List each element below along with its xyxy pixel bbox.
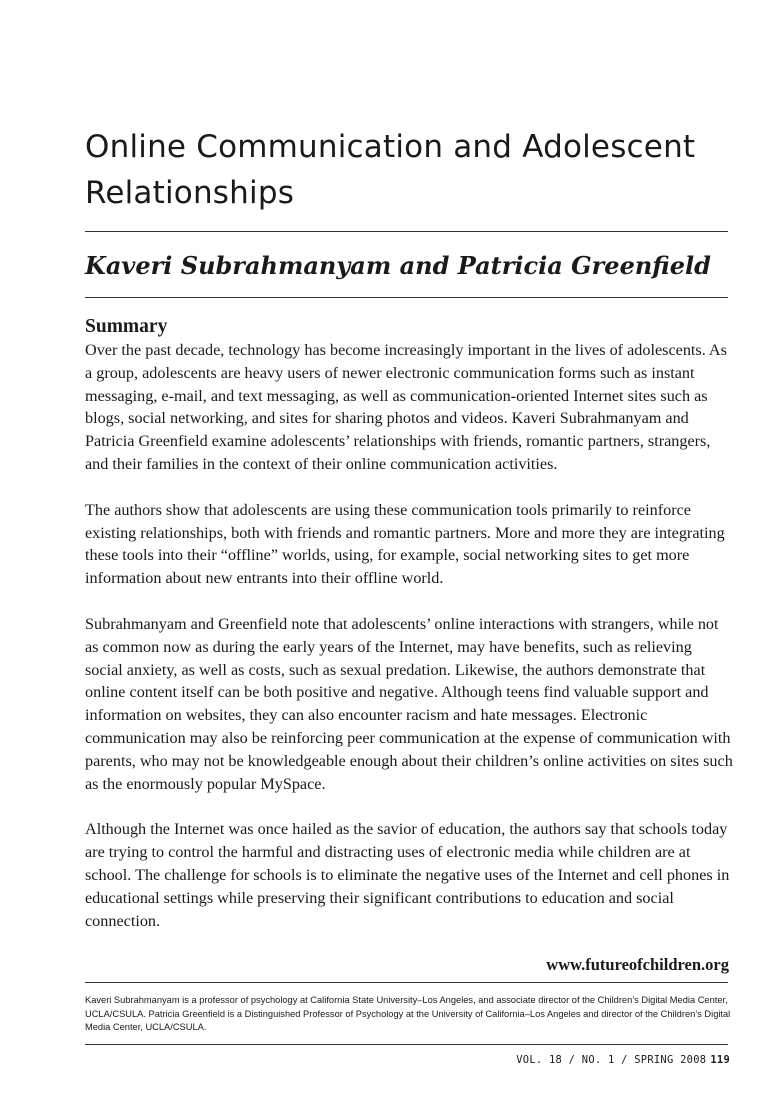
author-footnote: Kaveri Subrahmanyam is a professor of psychology at California State University–Los Angeles, and associate director of the Children’s Digital Media Center, UCLA/CSULA. Patricia Greenfield is a Distinguished Professor of Psychology at the University of California–Los Angeles and director of the Children’s Digital Media Center, UCLA/CSULA. (85, 995, 731, 1033)
issue-info: VOL. 18 / NO. 1 / SPRING 2008 (516, 1054, 707, 1066)
page-number: 119 (710, 1054, 730, 1066)
title-divider (85, 231, 728, 232)
footer-divider (85, 1044, 728, 1045)
footnote-divider (85, 982, 728, 983)
summary-body (85, 339, 733, 955)
summary-heading: Summary (85, 316, 168, 337)
summary-paragraph: Although the Internet was once hailed as the savior of education, the authors say that schools today are trying to control the harmful and distracting uses of electronic media while children are at school. The challenge for schools is to eliminate the negative uses of the Internet and cell phones in educational settings while preserving their significant contributions to education and social connection. (85, 820, 730, 930)
website-link[interactable]: www.futureofchildren.org (546, 955, 729, 974)
article-authors: Kaveri Subrahmanyam and Patricia Greenfield (85, 251, 711, 280)
summary-paragraph: Subrahmanyam and Greenfield note that adolescents’ online interactions with strangers, while not as common now as during the early years of the Internet, may have benefits, such as relieving social anxiety, as well as costs, such as sexual predation. Likewise, the authors demonstrate that online content itself can be both positive and negative. Although teens find valuable support and information on websites, they can also encounter racism and hate messages. Electronic communication may also be reinforcing peer communication at the expense of communication with parents, who may not be knowledgeable enough about their children’s online activities on sites such as the enormously popular MySpace. (85, 614, 733, 793)
authors-divider (85, 297, 728, 298)
article-title: Online Communication and Adolescent Relationships (85, 129, 696, 211)
summary-paragraph: The authors show that adolescents are using these communication tools primarily to reinforce existing relationships, both with friends and romantic partners. More and more they are integrating these tools into their “offline” worlds, using, for example, social networking sites to get more information about new entrants into their offline world. (85, 500, 725, 588)
running-footer (504, 1053, 730, 1067)
summary-paragraph: Over the past decade, technology has become increasingly important in the lives of adolescents. As a group, adolescents are heavy users of newer electronic communication forms such as instant messaging, e-mail, and text messaging, as well as communication-oriented Internet sites such as blogs, social networking, and sites for sharing photos and videos. Kaveri Subrahmanyam and Patricia Greenfield examine adolescents’ relationships with friends, romantic partners, strangers, and their families in the context of their online communication activities. (85, 341, 727, 473)
